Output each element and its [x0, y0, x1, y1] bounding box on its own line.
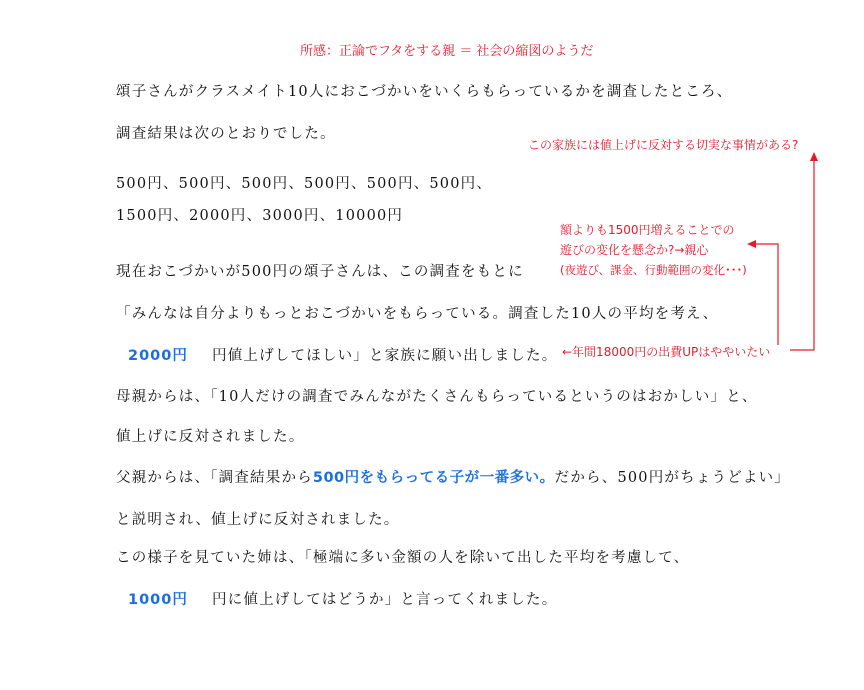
body-line-12: この様子を見ていた姉は、「極端に多い金額の人を除いて出した平均を考慮して、: [116, 550, 690, 566]
page-title: 所感：正論でフタをする親 ＝ 社会の縮図のようだ: [300, 44, 594, 59]
body-line-9: 値上げに反対されました。: [116, 429, 305, 445]
body-line-1: 頌子さんがクラスメイト10人におこづかいをいくらもらっているかを調査したところ、: [116, 84, 733, 100]
body-line-13-text: 円に値上げしてはどうか」と言ってくれました。: [212, 592, 558, 608]
answer-trimmed-mean: 1000円: [128, 592, 188, 608]
arrowhead-family: [810, 152, 818, 161]
annotation-parent-concern-1: 額よりも1500円増えることでの: [560, 223, 735, 237]
body-line-7-text: 円値上げしてほしい」と家族に願い出しました。: [212, 348, 558, 364]
annotation-parent-concern-2: 遊びの変化を懸念か?→親心: [560, 243, 709, 257]
body-line-8: 母親からは、「10人だけの調査でみんながたくさんもらっているというのはおかしい」と、: [116, 389, 758, 405]
data-list-line-2: 1500円、2000円、3000円、10000円: [116, 208, 404, 224]
body-line-10-a: 父親からは、「調査結果から: [116, 470, 313, 486]
body-line-11: と説明され、値上げに反対されました。: [116, 512, 400, 528]
arrow-yearly-to-family: [790, 158, 814, 350]
arrowhead-parent: [747, 240, 756, 248]
annotation-yearly-cost: ←年間18000円の出費UPはややいたい: [562, 345, 771, 359]
body-line-10: [116, 466, 790, 487]
body-line-5: 現在おこづかいが500円の頌子さんは、この調査をもとに: [116, 264, 524, 280]
body-line-6: 「みんなは自分よりもっとおこづかいをもらっている。調査した10人の平均を考え、: [116, 306, 719, 322]
body-line-7: [116, 344, 557, 365]
arrow-yearly-to-parent: [752, 244, 778, 345]
annotation-parent-concern-3: (夜遊び、課金、行動範囲の変化･･･): [560, 263, 747, 277]
body-line-2: 調査結果は次のとおりでした。: [116, 126, 336, 142]
annotation-family-reason: この家族には値上げに反対する切実な事情がある?: [528, 138, 799, 152]
body-line-13: [116, 588, 557, 609]
answer-mean: 2000円: [128, 348, 188, 364]
data-list-line-1: 500円、500円、500円、500円、500円、500円、: [116, 176, 493, 192]
body-line-10-b: だから、500円がちょうどよい」: [554, 470, 791, 486]
mode-highlight: 500円をもらってる子が一番多い。: [312, 470, 555, 486]
